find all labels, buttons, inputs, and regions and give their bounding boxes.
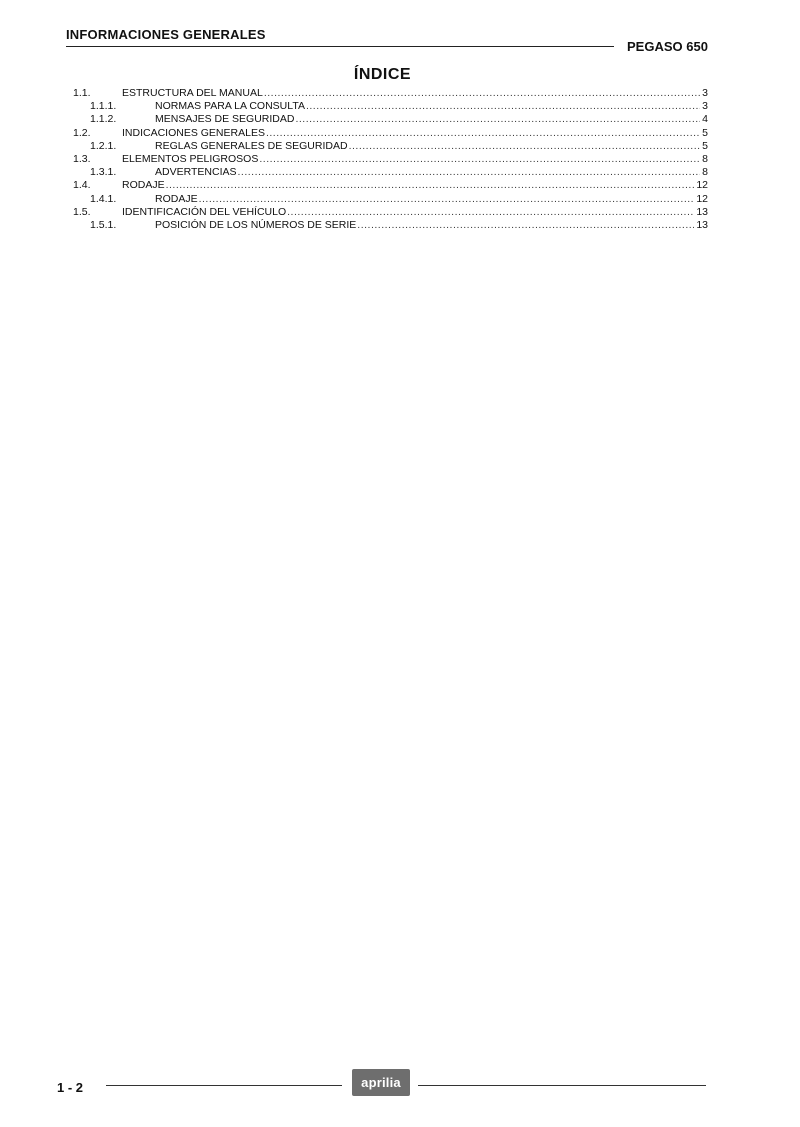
toc-entry-page: 13 [696,205,708,218]
page-title: ÍNDICE [353,66,412,83]
toc-entry-label: POSICIÓN DE LOS NÚMEROS DE SERIE [155,219,357,231]
toc-entry-number: 1.1.2. [90,113,117,126]
toc-entry[interactable] [0,113,800,126]
toc-entry-label: ADVERTENCIAS [155,166,237,179]
toc-entry[interactable] [0,179,800,192]
toc-leader-dots [295,113,700,126]
toc-entry-number: 1.3.1. [90,166,117,179]
toc-entry-label: IDENTIFICACIÓN DEL VEHÍCULO [122,205,287,218]
toc-entry[interactable] [0,166,800,179]
toc-leader-dots [349,140,701,153]
toc-entry-label: RODAJE [122,179,165,192]
toc-entry-label: RODAJE [155,192,198,205]
header-model: PEGASO 650 [627,39,708,54]
toc-entry-page: 3 [702,100,708,113]
toc-entry[interactable] [0,100,800,113]
toc-leader-dots [287,206,694,219]
footer-page-number: 1 - 2 [57,1080,84,1095]
toc-entry-number: 1.5. [73,205,91,218]
toc-entry-number: 1.4. [73,179,91,192]
toc-entry-number: 1.4.1. [90,192,117,205]
toc-entry[interactable] [0,127,800,140]
toc-entry-number: 1.2.1. [90,139,117,152]
toc-entry-page: 5 [702,126,708,139]
toc-entry-page: 12 [696,192,708,205]
toc-entry[interactable] [0,87,800,100]
toc-entry-label: NORMAS PARA LA CONSULTA [155,100,305,113]
toc-leader-dots [266,127,700,140]
toc-entry-number: 1.5.1. [90,219,117,231]
toc-entry-page: 4 [702,113,708,126]
toc-entry-label: INDICACIONES GENERALES [122,126,265,139]
toc-entry-label: REGLAS GENERALES DE SEGURIDAD [155,139,348,152]
toc-entry-page: 8 [702,166,708,179]
toc-leader-dots [259,153,700,166]
toc-entry[interactable] [0,193,800,206]
toc-leader-dots [264,87,700,100]
toc-leader-dots [199,193,695,206]
toc-entry[interactable] [0,140,800,153]
toc-leader-dots [238,166,701,179]
footer-rule-right [418,1085,706,1086]
toc-entry-number: 1.2. [73,126,91,139]
footer-rule-left [106,1085,342,1086]
toc-leader-dots [306,100,700,113]
toc-entry-label: MENSAJES DE SEGURIDAD [155,113,295,126]
toc-entry-page: 13 [696,219,708,231]
toc-entry-page: 12 [696,179,708,192]
toc-leader-dots [357,219,694,232]
toc-entry[interactable] [0,219,800,232]
toc-entry-number: 1.1.1. [90,100,117,113]
toc-entry-label: ESTRUCTURA DEL MANUAL [122,87,263,99]
toc-entry[interactable] [0,206,800,219]
toc-entry-label: ELEMENTOS PELIGROSOS [122,153,259,165]
toc-entry-number: 1.1. [73,87,91,99]
aprilia-logo: aprilia [352,1069,410,1096]
toc-entry-page: 5 [702,139,708,152]
toc-entry-page: 8 [702,153,708,165]
header-section-title: INFORMACIONES GENERALES [66,27,266,42]
toc-entry-number: 1.3. [73,153,91,165]
toc-entry[interactable] [0,153,800,166]
toc-entry-page: 3 [702,87,708,99]
toc-leader-dots [166,179,695,192]
header-rule [66,46,614,47]
